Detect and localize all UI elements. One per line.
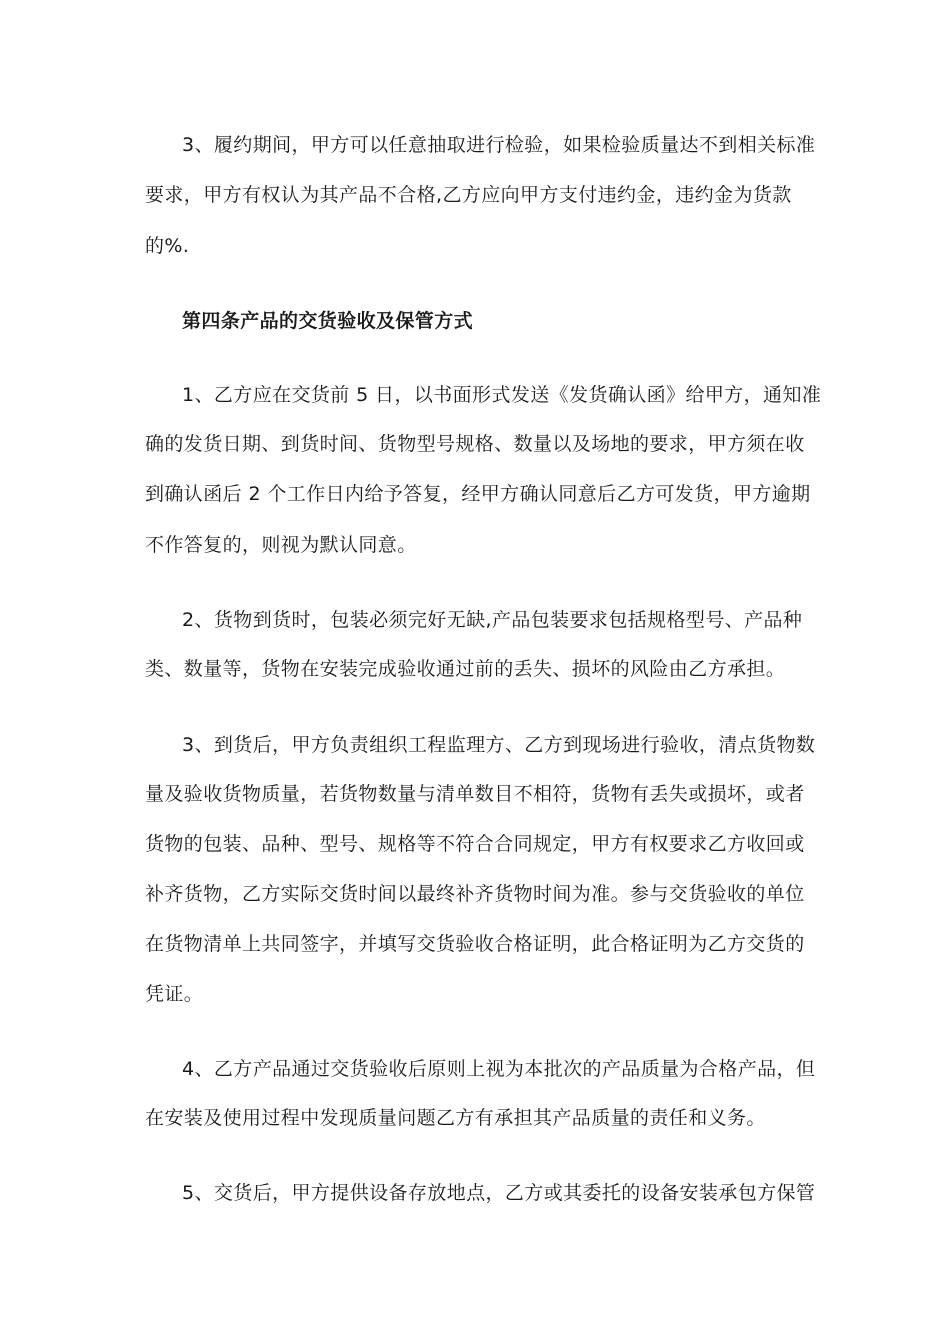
paragraph-3-line-3: 的%. <box>145 235 190 257</box>
item-4-line-1: 4、乙方产品通过交货验收后原则上视为本批次的产品质量为合格产品，但 <box>182 1058 816 1080</box>
paragraph-3-line-2: 要求，甲方有权认为其产品不合格,乙方应向甲方支付违约金，违约金为货款 <box>145 184 792 206</box>
item-3-line-2: 量及验收货物质量，若货物数量与清单数目不相符，货物有丢失或损坏，或者 <box>145 783 805 805</box>
item-3-line-4: 补齐货物，乙方实际交货时间以最终补齐货物时间为准。参与交货验收的单位 <box>145 883 805 905</box>
item-5-line-1: 5、交货后，甲方提供设备存放地点，乙方或其委托的设备安装承包方保管 <box>182 1182 816 1204</box>
item-4-line-2: 在安装及使用过程中发现质量问题乙方有承担其产品质量的责任和义务。 <box>145 1107 766 1129</box>
item-2-line-1: 2、货物到货时，包装必须完好无缺,产品包装要求包括规格型号、产品种 <box>182 609 803 631</box>
item-3-line-5: 在货物清单上共同签字，并填写交货验收合格证明，此合格证明为乙方交货的 <box>145 933 805 955</box>
item-1-line-4: 不作答复的，则视为默认同意。 <box>145 534 417 556</box>
section-heading: 第四条产品的交货验收及保管方式 <box>182 310 474 332</box>
item-3-line-3: 货物的包装、品种、型号、规格等不符合合同规定，甲方有权要求乙方收回或 <box>145 833 805 855</box>
item-1-line-3: 到确认函后 2 个工作日内给予答复，经甲方确认同意后乙方可发货，甲方逾期 <box>145 483 811 505</box>
item-3-line-1: 3、到货后，甲方负责组织工程监理方、乙方到现场进行验收，清点货物数 <box>182 734 816 756</box>
paragraph-3-line-1: 3、履约期间，甲方可以任意抽取进行检验，如果检验质量达不到相关标准 <box>182 134 816 156</box>
item-2-line-2: 类、数量等，货物在安装完成验收通过前的丢失、损坏的风险由乙方承担。 <box>145 658 786 680</box>
item-1-line-2: 确的发货日期、到货时间、货物型号规格、数量以及场地的要求，甲方须在收 <box>145 433 805 455</box>
item-1-line-1: 1、乙方应在交货前 5 日，以书面形式发送《发货确认函》给甲方，通知准 <box>182 384 822 406</box>
item-3-line-6: 凭证。 <box>145 983 204 1005</box>
